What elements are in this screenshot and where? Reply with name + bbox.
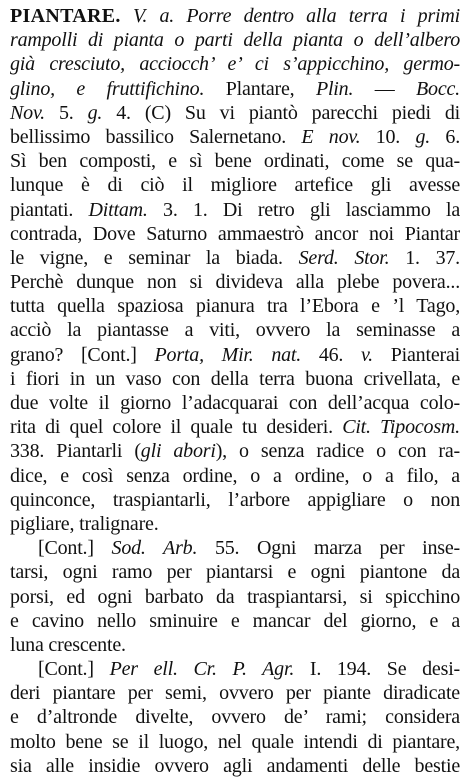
- text-segment: ), o senza radice o con ra-: [215, 440, 460, 463]
- text-line: [10, 246, 460, 270]
- italic-segment: Per ell. Cr. P. Agr.: [109, 658, 295, 681]
- text-segment: 338. Piantarli (: [10, 440, 141, 463]
- text-line: [10, 198, 460, 222]
- text-segment: 4. (C) Su vi piantò parecchi piedi di: [102, 101, 460, 124]
- text-segment: —: [353, 77, 417, 100]
- text-segment: quinconce, traspiantarli, l’arbore appigliare o non: [10, 488, 460, 511]
- text-line: [10, 318, 460, 342]
- text-segment: contrada, Dove Saturno ammaestrò ancor noi Piantar: [10, 222, 460, 245]
- text-line: [10, 101, 460, 125]
- italic-segment: v.: [360, 343, 373, 366]
- text-segment: 6.: [430, 125, 460, 148]
- dictionary-entry-piantare: [10, 4, 460, 778]
- text-segment: Pianterai: [372, 343, 460, 366]
- italic-segment: Bocc.: [416, 77, 460, 100]
- text-line: [10, 512, 460, 536]
- text-line: [10, 536, 460, 560]
- text-line: [10, 270, 460, 294]
- italic-segment: Serd. Stor.: [298, 246, 390, 269]
- text-segment: 3. 1. Di retro gli lasciammo la: [147, 198, 461, 221]
- text-line: [10, 464, 460, 488]
- italic-segment: g.: [87, 101, 103, 124]
- text-segment: I. 194. Se desi-: [294, 658, 461, 681]
- text-segment: 55. Ogni marza per inse-: [197, 537, 460, 560]
- text-segment: porsi, ed ogni barbato da traspiantarsi, si spicchino: [10, 585, 460, 608]
- italic-segment: glino, e fruttifichino.: [10, 77, 205, 100]
- text-segment: 1. 37.: [389, 246, 460, 269]
- text-segment: dice, e così senza ordine, o a ordine, o a filo, a: [10, 464, 460, 487]
- text-segment: piantati.: [10, 198, 89, 221]
- text-segment: [Cont.]: [38, 537, 112, 560]
- text-segment: pigliare, tralignare.: [10, 512, 159, 535]
- text-line: [10, 633, 460, 657]
- text-segment: 10.: [360, 125, 416, 148]
- text-segment: sia alle insidie ovvero agli andamenti delle bestie: [10, 754, 460, 777]
- text-segment: acciò la piantasse a viti, ovvero la seminasse a: [10, 319, 460, 342]
- text-segment: Perchè dunque non si divideva alla plebe povera...: [10, 271, 460, 294]
- text-segment: Sì ben composti, e sì bene ordinati, come se qua-: [10, 150, 460, 173]
- text-line: [10, 294, 460, 318]
- text-segment: 46.: [301, 343, 361, 366]
- italic-segment: rampolli di pianta o parti della pianta o dell’albero: [10, 29, 460, 52]
- text-line: [10, 730, 460, 754]
- text-segment: rita di quel colore il quale tu desideri.: [10, 416, 343, 439]
- text-line: [10, 439, 460, 463]
- text-line: [10, 488, 460, 512]
- text-line: [10, 705, 460, 729]
- text-segment: le vigne, e seminar la biada.: [10, 246, 299, 269]
- italic-segment: Porta, Mir. nat.: [154, 343, 302, 366]
- italic-segment: Plin.: [315, 77, 354, 100]
- text-line: [10, 4, 460, 28]
- italic-segment: Cit. Tipocosm.: [342, 416, 460, 439]
- text-line: [10, 77, 460, 101]
- text-segment: 5.: [44, 101, 88, 124]
- text-segment: tutta quella spaziosa pianura tra l’Ebora e ’l Tago,: [10, 295, 460, 318]
- italic-segment: Nov.: [10, 101, 45, 124]
- text-segment: grano? [Cont.]: [10, 343, 155, 366]
- text-segment: lunque è di ciò il migliore artefice gli avesse: [10, 174, 460, 197]
- text-line: [10, 609, 460, 633]
- italic-segment: E nov.: [301, 125, 361, 148]
- text-segment: [121, 5, 133, 27]
- italic-segment: Dittam.: [88, 198, 148, 221]
- text-line: [10, 681, 460, 705]
- text-segment: bellissimo bassilico Salernetano.: [10, 125, 302, 148]
- text-segment: e d’altronde divelte, ovvero de’ rami; considera: [10, 706, 460, 729]
- text-line: [10, 367, 460, 391]
- text-line: [10, 343, 460, 367]
- italic-segment: Sod. Arb.: [111, 537, 198, 560]
- text-line: [10, 754, 460, 778]
- text-line: [10, 391, 460, 415]
- text-segment: e cavino nello sminuire e mancar del giorno, e a: [10, 609, 460, 632]
- text-line: [10, 560, 460, 584]
- text-line: [10, 222, 460, 246]
- text-line: [10, 585, 460, 609]
- text-segment: deri piantare per semi, ovvero per piante diradicate: [10, 682, 460, 705]
- italic-segment: gli abori: [140, 440, 216, 463]
- text-line: [10, 28, 460, 52]
- text-line: [10, 149, 460, 173]
- text-segment: i fiori in un vaso con della terra buona crivellata, e: [10, 367, 460, 390]
- headword: PIANTARE.: [10, 5, 121, 27]
- text-segment: luna crescente.: [10, 633, 126, 656]
- italic-segment: g.: [415, 125, 431, 148]
- text-line: [10, 125, 460, 149]
- text-line: [10, 173, 460, 197]
- italic-segment: già cresciuto, acciocch’ e’ ci s’appicchino, germo-: [10, 53, 460, 76]
- text-segment: due volte il giorno l’adacquarai con dell’acqua colo-: [10, 392, 460, 414]
- text-segment: Plantare,: [204, 77, 316, 100]
- text-line: [10, 415, 460, 439]
- text-line: [10, 52, 460, 76]
- italic-segment: V. a. Porre dentro alla terra i primi: [132, 5, 460, 27]
- text-segment: tarsi, ogni ramo per piantarsi e ogni piantone da: [10, 561, 460, 584]
- text-line: [10, 657, 460, 681]
- text-segment: molto bene se il luogo, nel quale intendi di piantare,: [10, 730, 460, 753]
- text-segment: [Cont.]: [38, 658, 110, 681]
